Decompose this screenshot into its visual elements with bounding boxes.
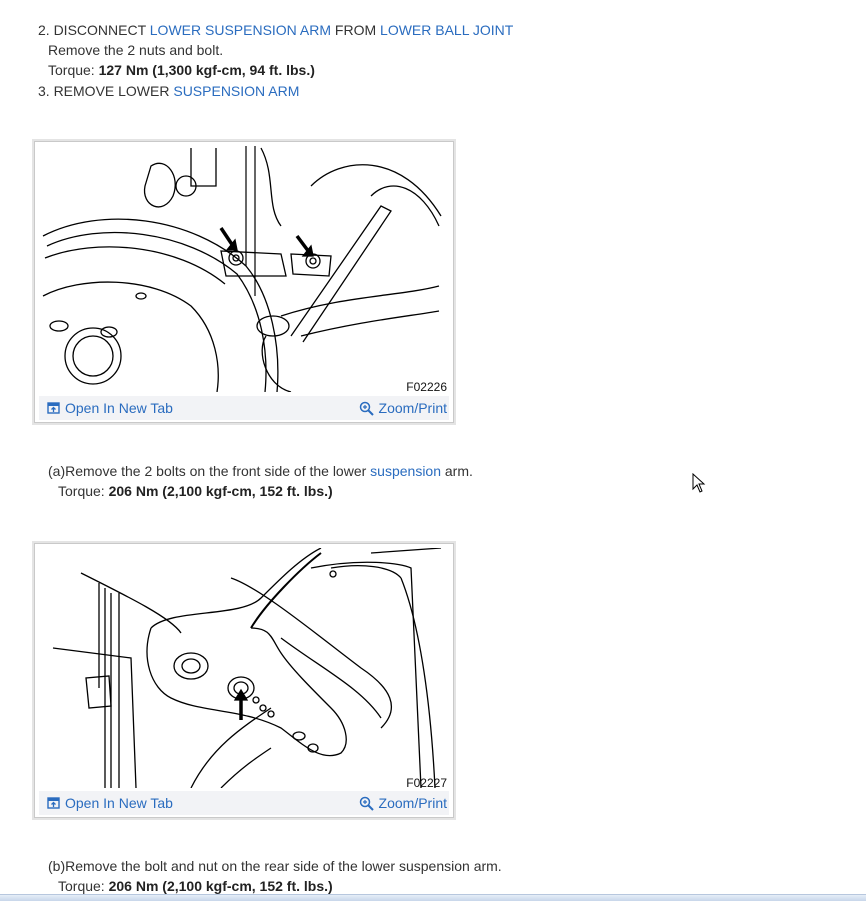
step-2-heading	[38, 21, 513, 39]
magnifier-plus-icon	[359, 796, 374, 811]
substep-b-torque	[58, 877, 333, 895]
figure-code: F02227	[406, 776, 447, 790]
step-2-torque	[48, 61, 315, 79]
open-in-new-tab-button[interactable]	[47, 795, 173, 811]
figure-f02227	[34, 543, 454, 818]
substep-a-suffix: arm.	[441, 463, 473, 479]
open-new-tab-icon	[47, 797, 60, 809]
suspension-diagram-2	[41, 548, 447, 788]
torque-value: 206 Nm (2,100 kgf-cm, 152 ft. lbs.)	[108, 483, 333, 499]
figure-code: F02226	[406, 380, 447, 394]
substep-b-text: (b)Remove the bolt and nut on the rear side of the lower suspension arm.	[48, 858, 502, 874]
substep-a-text	[48, 462, 473, 480]
step-2-prefix: 2. DISCONNECT	[38, 22, 150, 38]
open-in-new-tab-label: Open In New Tab	[65, 795, 173, 811]
substep-a-prefix: (a)Remove the 2 bolts on the front side of the lower	[48, 463, 371, 479]
torque-value: 127 Nm (1,300 kgf-cm, 94 ft. lbs.)	[98, 62, 315, 78]
step-3-heading	[38, 82, 299, 100]
zoom-print-button[interactable]	[359, 400, 447, 416]
figure-f02226	[34, 141, 454, 423]
step-3-prefix: 3. REMOVE LOWER	[38, 83, 174, 99]
open-in-new-tab-button[interactable]	[47, 400, 173, 416]
step-2-detail: Remove the 2 nuts and bolt.	[48, 42, 224, 58]
window-bottom-edge	[0, 894, 866, 901]
torque-label: Torque:	[58, 878, 109, 894]
torque-value: 206 Nm (2,100 kgf-cm, 152 ft. lbs.)	[108, 878, 333, 894]
mouse-pointer-icon	[692, 473, 706, 494]
lower-suspension-arm-link[interactable]: LOWER SUSPENSION ARM	[149, 22, 332, 38]
suspension-arm-link[interactable]: SUSPENSION ARM	[173, 83, 300, 99]
magnifier-plus-icon	[359, 401, 374, 416]
torque-label: Torque:	[48, 62, 99, 78]
figure-toolbar	[39, 791, 449, 815]
lower-ball-joint-link[interactable]: LOWER BALL JOINT	[380, 22, 514, 38]
substep-a-torque	[58, 482, 333, 500]
suspension-diagram-1	[41, 146, 447, 392]
step-2-middle: FROM	[331, 22, 381, 38]
figure-toolbar	[39, 396, 449, 420]
open-in-new-tab-label: Open In New Tab	[65, 400, 173, 416]
zoom-print-label: Zoom/Print	[378, 400, 447, 416]
suspension-link[interactable]: suspension	[370, 463, 441, 479]
torque-label: Torque:	[58, 483, 109, 499]
zoom-print-label: Zoom/Print	[378, 795, 447, 811]
zoom-print-button[interactable]	[359, 795, 447, 811]
open-new-tab-icon	[47, 402, 60, 414]
